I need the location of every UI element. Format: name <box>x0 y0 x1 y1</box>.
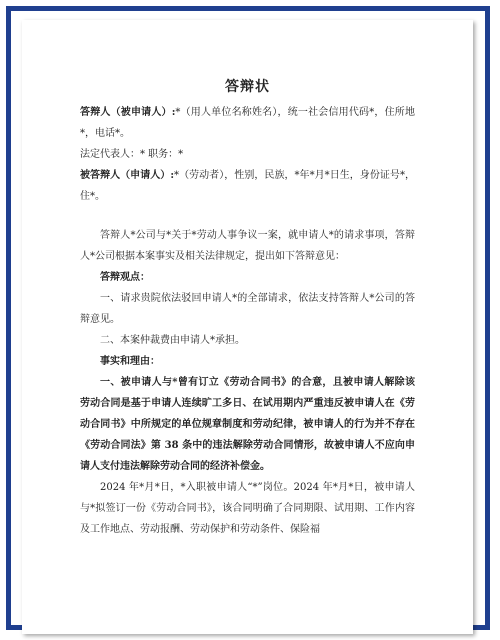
view-item-2: 二、本案仲裁费由申请人*承担。 <box>100 335 245 346</box>
respondent-label: 答辩人（被申请人）: <box>80 107 176 118</box>
legal-representative: 法定代表人：* 职务：* <box>80 149 184 160</box>
section-views-heading: 答辩观点： <box>100 272 150 283</box>
intro-paragraph: 答辩人*公司与*关于*劳动人事争议一案，就申请人*的请求事项，答辩人*公司根据本案事实及相关法律规定，提出如下答辩意见： <box>80 230 415 262</box>
document-body <box>80 76 415 540</box>
respondent-paragraph <box>80 102 415 144</box>
fact-paragraph-2: 2024 年*月*日，*入职被申请人“*”岗位。2024 年*月*日，被申请人与*拟签订一份《劳动合同书》，该合同明确了合同期限、试用期、工作内容及工作地点、劳动报酬、劳动保护和劳动条件、保险福 <box>80 482 415 535</box>
document-title: 答辩状 <box>225 79 270 95</box>
applicant-label: 被答辩人（申请人）: <box>80 170 175 181</box>
view-item-1: 一、请求贵院依法驳回申请人*的全部请求，依法支持答辩人*公司的答辩意见。 <box>80 293 415 325</box>
applicant-text: *（劳动者），性别，民族，*年*月*日生，身份证号*，住*。 <box>80 170 415 202</box>
section-facts-heading: 事实和理由： <box>100 356 160 367</box>
fact-paragraph-1: 一、被申请人与*曾有订立《劳动合同书》的合意，且被申请人解除该劳动合同是基于申请人连续旷工多日、在试用期内严重违反被申请人在《劳动合同书》中所规定的单位规章制度和劳动纪律，被申请人的行为并不存在《劳动合同法》第 38 条中的违法解除劳动合同情形，故被申请人不应向申请人支付违法解除劳动合同的经济补偿金。 <box>80 377 415 472</box>
applicant-paragraph <box>80 165 415 207</box>
respondent-text: *（用人单位名称姓名），统一社会信用代码*，住所地*，电话*。 <box>80 107 416 139</box>
